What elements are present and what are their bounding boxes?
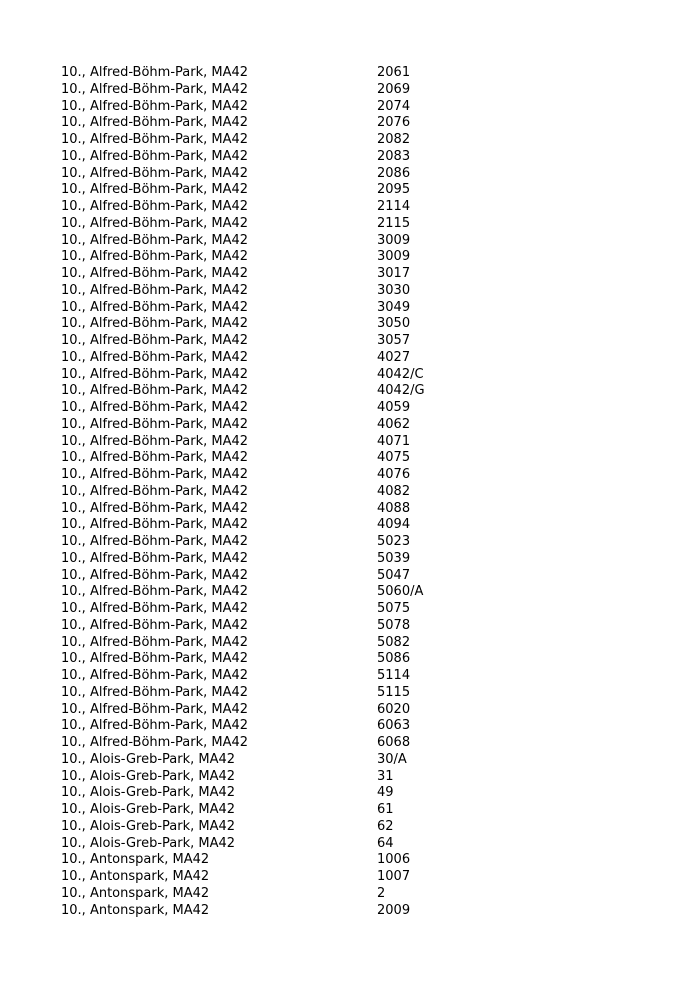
number-cell: 2076: [377, 115, 411, 131]
location-cell: 10., Alfred-Böhm-Park, MA42: [61, 249, 249, 265]
table-row: [61, 199, 661, 216]
location-cell: 10., Alfred-Böhm-Park, MA42: [61, 383, 249, 399]
location-cell: 10., Alfred-Böhm-Park, MA42: [61, 199, 249, 214]
number-cell: 3017: [377, 266, 411, 281]
location-cell: 10., Alfred-Böhm-Park, MA42: [61, 65, 249, 80]
location-cell: 10., Alois-Greb-Park, MA42: [61, 835, 236, 851]
location-cell: 10., Alfred-Böhm-Park, MA42: [61, 282, 249, 298]
table-row: [61, 618, 661, 635]
table-row: [61, 702, 661, 719]
number-cell: 3050: [377, 316, 411, 332]
table-row: [61, 182, 661, 199]
table-row: [61, 517, 661, 534]
location-cell: 10., Antonspark, MA42: [61, 869, 210, 884]
location-cell: 10., Alfred-Böhm-Park, MA42: [61, 534, 249, 549]
number-cell: 2114: [377, 199, 411, 214]
location-cell: 10., Antonspark, MA42: [61, 885, 210, 901]
location-cell: 10., Alfred-Böhm-Park, MA42: [61, 182, 249, 198]
location-cell: 10., Alfred-Böhm-Park, MA42: [61, 701, 249, 717]
number-cell: 1006: [377, 852, 411, 868]
number-cell: 4042/G: [377, 383, 425, 399]
location-cell: 10., Alfred-Böhm-Park, MA42: [61, 333, 249, 348]
number-cell: 6063: [377, 718, 411, 734]
location-cell: 10., Alfred-Böhm-Park, MA42: [61, 115, 249, 131]
table-row: [61, 350, 661, 367]
table-row: [61, 216, 661, 233]
location-cell: 10., Alfred-Böhm-Park, MA42: [61, 349, 249, 365]
number-cell: 2061: [377, 65, 411, 80]
number-cell: 2086: [377, 165, 411, 181]
table-row: [61, 836, 661, 853]
number-cell: 5115: [377, 684, 411, 700]
number-cell: 61: [377, 802, 394, 817]
table-row: [61, 819, 661, 836]
location-cell: 10., Alfred-Böhm-Park, MA42: [61, 483, 249, 499]
number-cell: 5023: [377, 534, 411, 549]
number-cell: 30/A: [377, 751, 407, 767]
number-cell: 4042/C: [377, 366, 424, 382]
number-cell: 2115: [377, 215, 411, 231]
location-cell: 10., Alfred-Böhm-Park, MA42: [61, 684, 249, 700]
table-row: [61, 400, 661, 417]
location-cell: 10., Alfred-Böhm-Park, MA42: [61, 735, 249, 750]
location-cell: 10., Alfred-Böhm-Park, MA42: [61, 651, 249, 667]
location-cell: 10., Alfred-Böhm-Park, MA42: [61, 433, 249, 449]
location-cell: 10., Alois-Greb-Park, MA42: [61, 802, 236, 817]
table-row: [61, 785, 661, 802]
table-row: [61, 584, 661, 601]
number-cell: 2074: [377, 98, 411, 114]
table-row: [61, 735, 661, 752]
table-row: [61, 903, 661, 920]
location-cell: 10., Alois-Greb-Park, MA42: [61, 785, 236, 801]
table-row: [61, 233, 661, 250]
number-cell: 5075: [377, 601, 411, 616]
number-cell: 4062: [377, 416, 411, 432]
location-cell: 10., Alfred-Böhm-Park, MA42: [61, 584, 249, 600]
number-cell: 1007: [377, 869, 411, 884]
table-row: [61, 383, 661, 400]
table-row: [61, 802, 661, 819]
table-row: [61, 283, 661, 300]
table-row: [61, 115, 661, 132]
location-cell: 10., Alfred-Böhm-Park, MA42: [61, 601, 249, 616]
number-cell: 3057: [377, 333, 411, 348]
number-cell: 4075: [377, 450, 411, 466]
location-cell: 10., Alfred-Böhm-Park, MA42: [61, 617, 249, 633]
location-cell: 10., Alfred-Böhm-Park, MA42: [61, 550, 249, 566]
number-cell: 64: [377, 835, 394, 851]
number-cell: 3009: [377, 249, 411, 265]
table-row: [61, 769, 661, 786]
location-cell: 10., Alfred-Böhm-Park, MA42: [61, 215, 249, 231]
table-row: [61, 65, 661, 82]
number-cell: 4059: [377, 400, 411, 415]
number-cell: 2082: [377, 132, 411, 147]
table-row: [61, 635, 661, 652]
location-cell: 10., Alfred-Böhm-Park, MA42: [61, 416, 249, 432]
location-cell: 10., Alfred-Böhm-Park, MA42: [61, 567, 249, 583]
table-row: [61, 651, 661, 668]
number-cell: 4082: [377, 483, 411, 499]
number-cell: 5078: [377, 617, 411, 633]
table-row: [61, 501, 661, 518]
table-row: [61, 417, 661, 434]
location-cell: 10., Alois-Greb-Park, MA42: [61, 818, 236, 834]
table-row: [61, 685, 661, 702]
number-cell: 6020: [377, 701, 411, 717]
location-cell: 10., Alfred-Böhm-Park, MA42: [61, 266, 249, 281]
number-cell: 2095: [377, 182, 411, 198]
number-cell: 3009: [377, 232, 411, 248]
location-cell: 10., Alfred-Böhm-Park, MA42: [61, 500, 249, 516]
number-cell: 5114: [377, 668, 411, 683]
location-cell: 10., Alois-Greb-Park, MA42: [61, 751, 236, 767]
number-cell: 5060/A: [377, 584, 424, 600]
table-row: [61, 718, 661, 735]
table-row: [61, 249, 661, 266]
number-cell: 4088: [377, 500, 411, 516]
location-cell: 10., Alfred-Böhm-Park, MA42: [61, 165, 249, 181]
location-cell: 10., Alfred-Böhm-Park, MA42: [61, 132, 249, 147]
table-row: [61, 852, 661, 869]
number-cell: 3049: [377, 299, 411, 315]
table-row: [61, 367, 661, 384]
table-row: [61, 886, 661, 903]
table-row: [61, 266, 661, 283]
location-number-table: [61, 65, 661, 919]
table-row: [61, 601, 661, 618]
location-cell: 10., Alfred-Böhm-Park, MA42: [61, 232, 249, 248]
table-row: [61, 166, 661, 183]
table-row: [61, 333, 661, 350]
location-cell: 10., Antonspark, MA42: [61, 852, 210, 868]
table-row: [61, 467, 661, 484]
number-cell: 31: [377, 768, 394, 784]
location-cell: 10., Alfred-Böhm-Park, MA42: [61, 316, 249, 332]
number-cell: 2083: [377, 148, 411, 164]
table-row: [61, 450, 661, 467]
table-row: [61, 551, 661, 568]
location-cell: 10., Alois-Greb-Park, MA42: [61, 768, 236, 784]
location-cell: 10., Alfred-Böhm-Park, MA42: [61, 467, 249, 482]
table-row: [61, 149, 661, 166]
location-cell: 10., Alfred-Böhm-Park, MA42: [61, 400, 249, 415]
number-cell: 2009: [377, 902, 411, 918]
number-cell: 4071: [377, 433, 411, 449]
number-cell: 49: [377, 785, 394, 801]
location-cell: 10., Alfred-Böhm-Park, MA42: [61, 634, 249, 650]
table-row: [61, 568, 661, 585]
location-cell: 10., Alfred-Böhm-Park, MA42: [61, 299, 249, 315]
table-row: [61, 534, 661, 551]
location-cell: 10., Alfred-Böhm-Park, MA42: [61, 718, 249, 734]
location-cell: 10., Alfred-Böhm-Park, MA42: [61, 668, 249, 683]
table-row: [61, 300, 661, 317]
number-cell: 6068: [377, 735, 411, 750]
table-row: [61, 82, 661, 99]
number-cell: 4027: [377, 349, 411, 365]
number-cell: 2: [377, 885, 386, 901]
table-row: [61, 869, 661, 886]
location-cell: 10., Alfred-Böhm-Park, MA42: [61, 517, 249, 533]
number-cell: 5047: [377, 567, 411, 583]
table-row: [61, 132, 661, 149]
number-cell: 2069: [377, 81, 411, 97]
number-cell: 5082: [377, 634, 411, 650]
table-row: [61, 484, 661, 501]
table-row: [61, 99, 661, 116]
location-cell: 10., Alfred-Böhm-Park, MA42: [61, 450, 249, 466]
location-cell: 10., Alfred-Böhm-Park, MA42: [61, 148, 249, 164]
location-cell: 10., Alfred-Böhm-Park, MA42: [61, 366, 249, 382]
location-cell: 10., Alfred-Böhm-Park, MA42: [61, 81, 249, 97]
table-row: [61, 434, 661, 451]
table-row: [61, 316, 661, 333]
table-row: [61, 668, 661, 685]
number-cell: 4076: [377, 467, 411, 482]
number-cell: 3030: [377, 282, 411, 298]
number-cell: 5086: [377, 651, 411, 667]
table-row: [61, 752, 661, 769]
location-cell: 10., Alfred-Böhm-Park, MA42: [61, 98, 249, 114]
number-cell: 4094: [377, 517, 411, 533]
location-cell: 10., Antonspark, MA42: [61, 902, 210, 918]
number-cell: 62: [377, 818, 394, 834]
number-cell: 5039: [377, 550, 411, 566]
